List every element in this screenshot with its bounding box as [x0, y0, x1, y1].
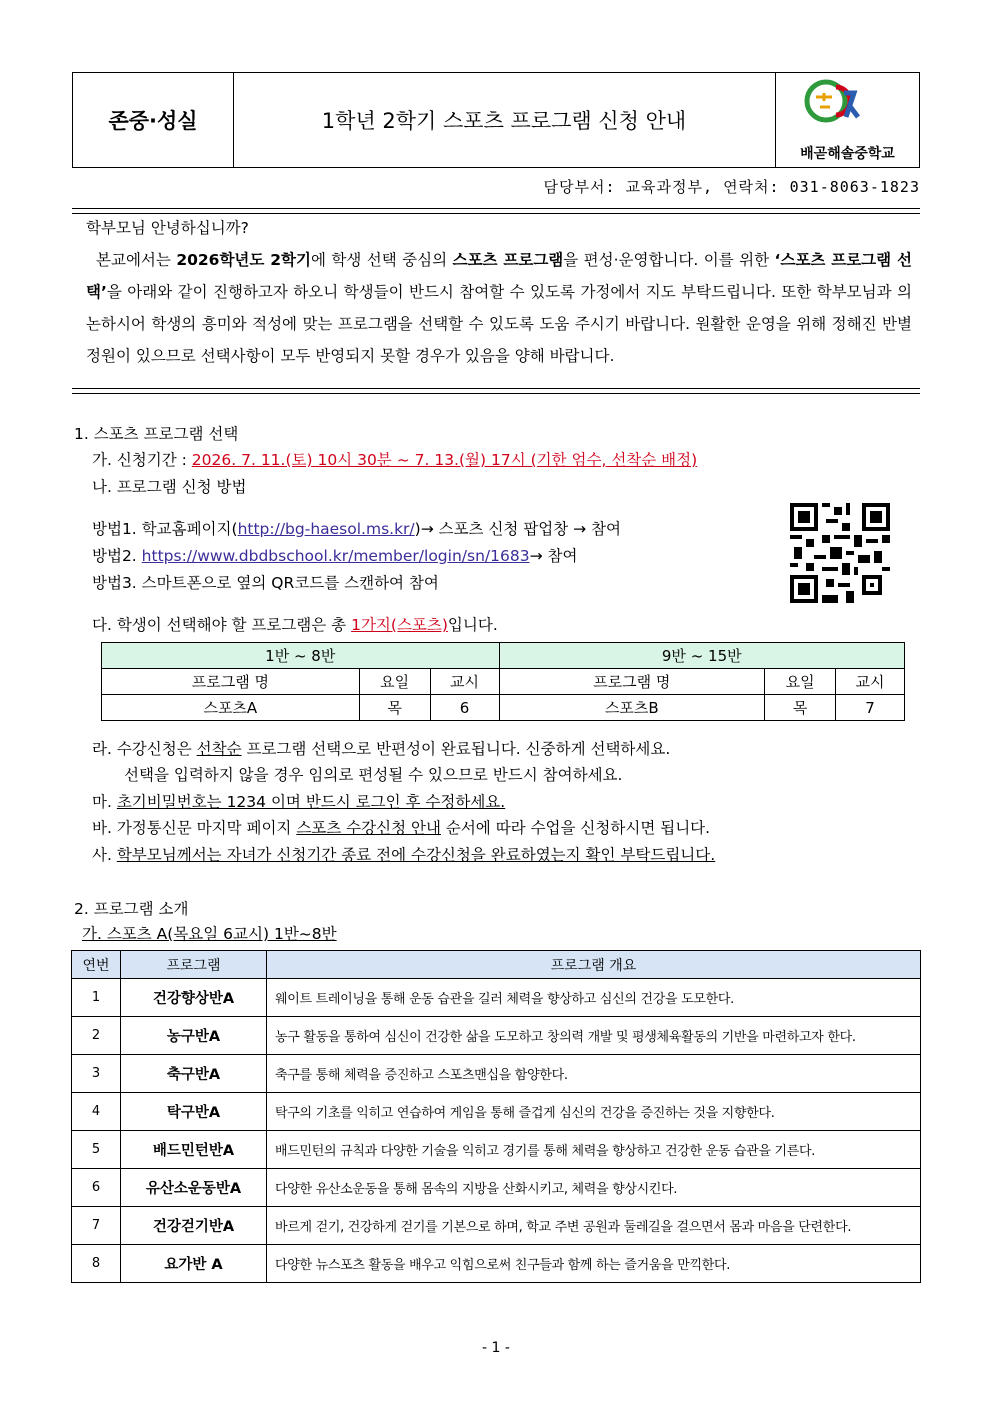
group2-header: 9반 ~ 15반 [499, 643, 905, 669]
program-name: 건강걷기반A [121, 1207, 267, 1245]
col-period: 교시 [430, 669, 499, 695]
row-num: 5 [72, 1131, 121, 1169]
row-num: 4 [72, 1093, 121, 1131]
row-num: 2 [72, 1017, 121, 1055]
col-desc: 프로그램 개요 [267, 951, 921, 979]
program-desc: 배드민턴의 규칙과 다양한 기술을 익히고 경기를 통해 체력을 향상하고 건강한 운동 습관을 기른다. [267, 1131, 921, 1169]
table-cell: 스포츠A [102, 695, 360, 721]
dept-contact: 담당부서: 교육과정부, 연락처: 031-8063-1823 [543, 178, 920, 196]
program-name: 요가반 A [121, 1245, 267, 1283]
intro-paragraph: 본교에서는 2026학년도 2학기에 학생 선택 중심의 스포츠 프로그램을 편성·운영합니다. 이를 위한 ‘스포츠 프로그램 선택’을 아래와 같이 진행하고자 하오니 학생들이 반드시 참여할 수 있도록 가정에서 지도 부탁드립니다. 또한 학부모님과 의논하시어 학생의 흥미와 적성에 맞는 프로그램을 선택할 수 있도록 도움 주시기 바랍니다. 원활한 운영을 위해 정해진 반별 정원이 있으므로 선택사항이 모두 반영되지 못할 경우가 있음을 양해 바랍니다. [86, 251, 913, 365]
schedule-table [101, 642, 905, 721]
section2-heading: 2. 프로그램 소개 [74, 900, 189, 918]
col-day: 요일 [359, 669, 430, 695]
row-num: 6 [72, 1169, 121, 1207]
program-name: 건강향상반A [121, 979, 267, 1017]
page-number: - 1 - [482, 1340, 510, 1356]
table-row [72, 1093, 921, 1131]
table-row [72, 1207, 921, 1245]
school-logo [776, 73, 919, 167]
program-desc: 농구 활동을 통하여 심신이 건강한 삶을 도모하고 창의력 개발 및 평생체육활동의 기반을 마련하고자 한다. [267, 1017, 921, 1055]
table-row [72, 1169, 921, 1207]
program-name: 농구반A [121, 1017, 267, 1055]
apply-period: 가. 신청기간 : 2026. 7. 11.(토) 10시 30분 ~ 7. 13.(월) 17시 (기한 엄수, 선착순 배정) [92, 451, 698, 469]
page-title: 1학년 2학기 스포츠 프로그램 신청 안내 [233, 73, 776, 167]
program-desc: 바르게 걷기, 건강하게 걷기를 기본으로 하며, 학교 주변 공원과 둘레길을 걸으면서 몸과 마음을 단련한다. [267, 1207, 921, 1245]
table-cell: 목 [765, 695, 836, 721]
note-ra-2: 선택을 입력하지 않을 경우 임의로 편성될 수 있으므로 반드시 참여하세요. [124, 766, 623, 784]
col-program: 프로그램 명 [102, 669, 360, 695]
program-desc: 웨이트 트레이닝을 통해 운동 습관을 길러 체력을 향상하고 심신의 건강을 도모한다. [267, 979, 921, 1017]
table-row [72, 1245, 921, 1283]
school-name: 배곧해솔중학교 [800, 146, 895, 162]
method1: 방법1. 학교홈페이지(http://bg-haesol.ms.kr/)→ 스포츠 신청 팝업창 → 참여 [92, 520, 622, 538]
table-row [72, 1131, 921, 1169]
apply-period-value: 2026. 7. 11.(토) 10시 30분 ~ 7. 13.(월) 17시 (기한 엄수, 선착순 배정) [191, 451, 698, 469]
header-box [72, 72, 920, 168]
note-ma: 마. 초기비밀번호는 1234 이며 반드시 로그인 후 수정하세요. [92, 793, 506, 811]
note-ba: 바. 가정통신문 마지막 페이지 스포츠 수강신청 안내 순서에 따라 수업을 신청하시면 됩니다. [92, 819, 711, 837]
program-desc: 탁구의 기초를 익히고 연습하여 게임을 통해 즐겁게 심신의 건강을 증진하는 것을 지향한다. [267, 1093, 921, 1131]
program-table [71, 950, 921, 1283]
section2-sub: 가. 스포츠 A(목요일 6교시) 1반~8반 [82, 925, 337, 943]
program-name: 탁구반A [121, 1093, 267, 1131]
col-num: 연번 [72, 951, 121, 979]
note-sa: 사. 학부모님께서는 자녀가 신청기간 종료 전에 수강신청을 완료하였는지 확인 부탁드립니다. [92, 846, 716, 864]
table-cell: 목 [359, 695, 430, 721]
program-name: 유산소운동반A [121, 1169, 267, 1207]
table-row [72, 1017, 921, 1055]
table-cell: 스포츠B [499, 695, 765, 721]
program-desc: 축구를 통해 체력을 증진하고 스포츠맨십을 함양한다. [267, 1055, 921, 1093]
apply-method-heading: 나. 프로그램 신청 방법 [92, 478, 247, 496]
program-name: 배드민턴반A [121, 1131, 267, 1169]
col-program: 프로그램 [121, 951, 267, 979]
program-desc: 다양한 유산소운동을 통해 몸속의 지방을 산화시키고, 체력을 향상시킨다. [267, 1169, 921, 1207]
row-num: 7 [72, 1207, 121, 1245]
table-cell: 7 [836, 695, 905, 721]
program-name: 축구반A [121, 1055, 267, 1093]
choice-count: 다. 학생이 선택해야 할 프로그램은 총 1가지(스포츠)입니다. [92, 616, 498, 634]
bottom-divider [72, 388, 920, 394]
program-desc: 다양한 뉴스포츠 활동을 배우고 익힘으로써 친구들과 함께 하는 즐거움을 만끽한다. [267, 1245, 921, 1283]
table-row [72, 979, 921, 1017]
school-homepage-link[interactable]: http://bg-haesol.ms.kr/ [237, 520, 415, 538]
login-link[interactable]: https://www.dbdbschool.kr/member/login/sn/1683 [141, 547, 530, 565]
table-cell: 6 [430, 695, 499, 721]
method3: 방법3. 스마트폰으로 옆의 QR코드를 스캔하여 참여 [92, 574, 439, 592]
method2: 방법2. https://www.dbdbschool.kr/member/login/sn/1683→ 참여 [92, 547, 578, 565]
col-day: 요일 [765, 669, 836, 695]
row-num: 1 [72, 979, 121, 1017]
group1-header: 1반 ~ 8반 [102, 643, 500, 669]
school-motto: 존중·성실 [73, 73, 234, 167]
choice-count-value: 1가지(스포츠) [351, 616, 448, 634]
col-period: 교시 [836, 669, 905, 695]
row-num: 8 [72, 1245, 121, 1283]
table-row [72, 1055, 921, 1093]
note-ra-1: 라. 수강신청은 선착순 프로그램 선택으로 반편성이 완료됩니다. 신중하게 선택하세요. [92, 740, 671, 758]
row-num: 3 [72, 1055, 121, 1093]
section1-heading: 1. 스포츠 프로그램 선택 [74, 425, 239, 443]
greeting: 학부모님 안녕하십니까? [86, 219, 249, 237]
qr-code-icon[interactable] [790, 503, 890, 603]
intro-text [86, 212, 912, 372]
col-program: 프로그램 명 [499, 669, 765, 695]
